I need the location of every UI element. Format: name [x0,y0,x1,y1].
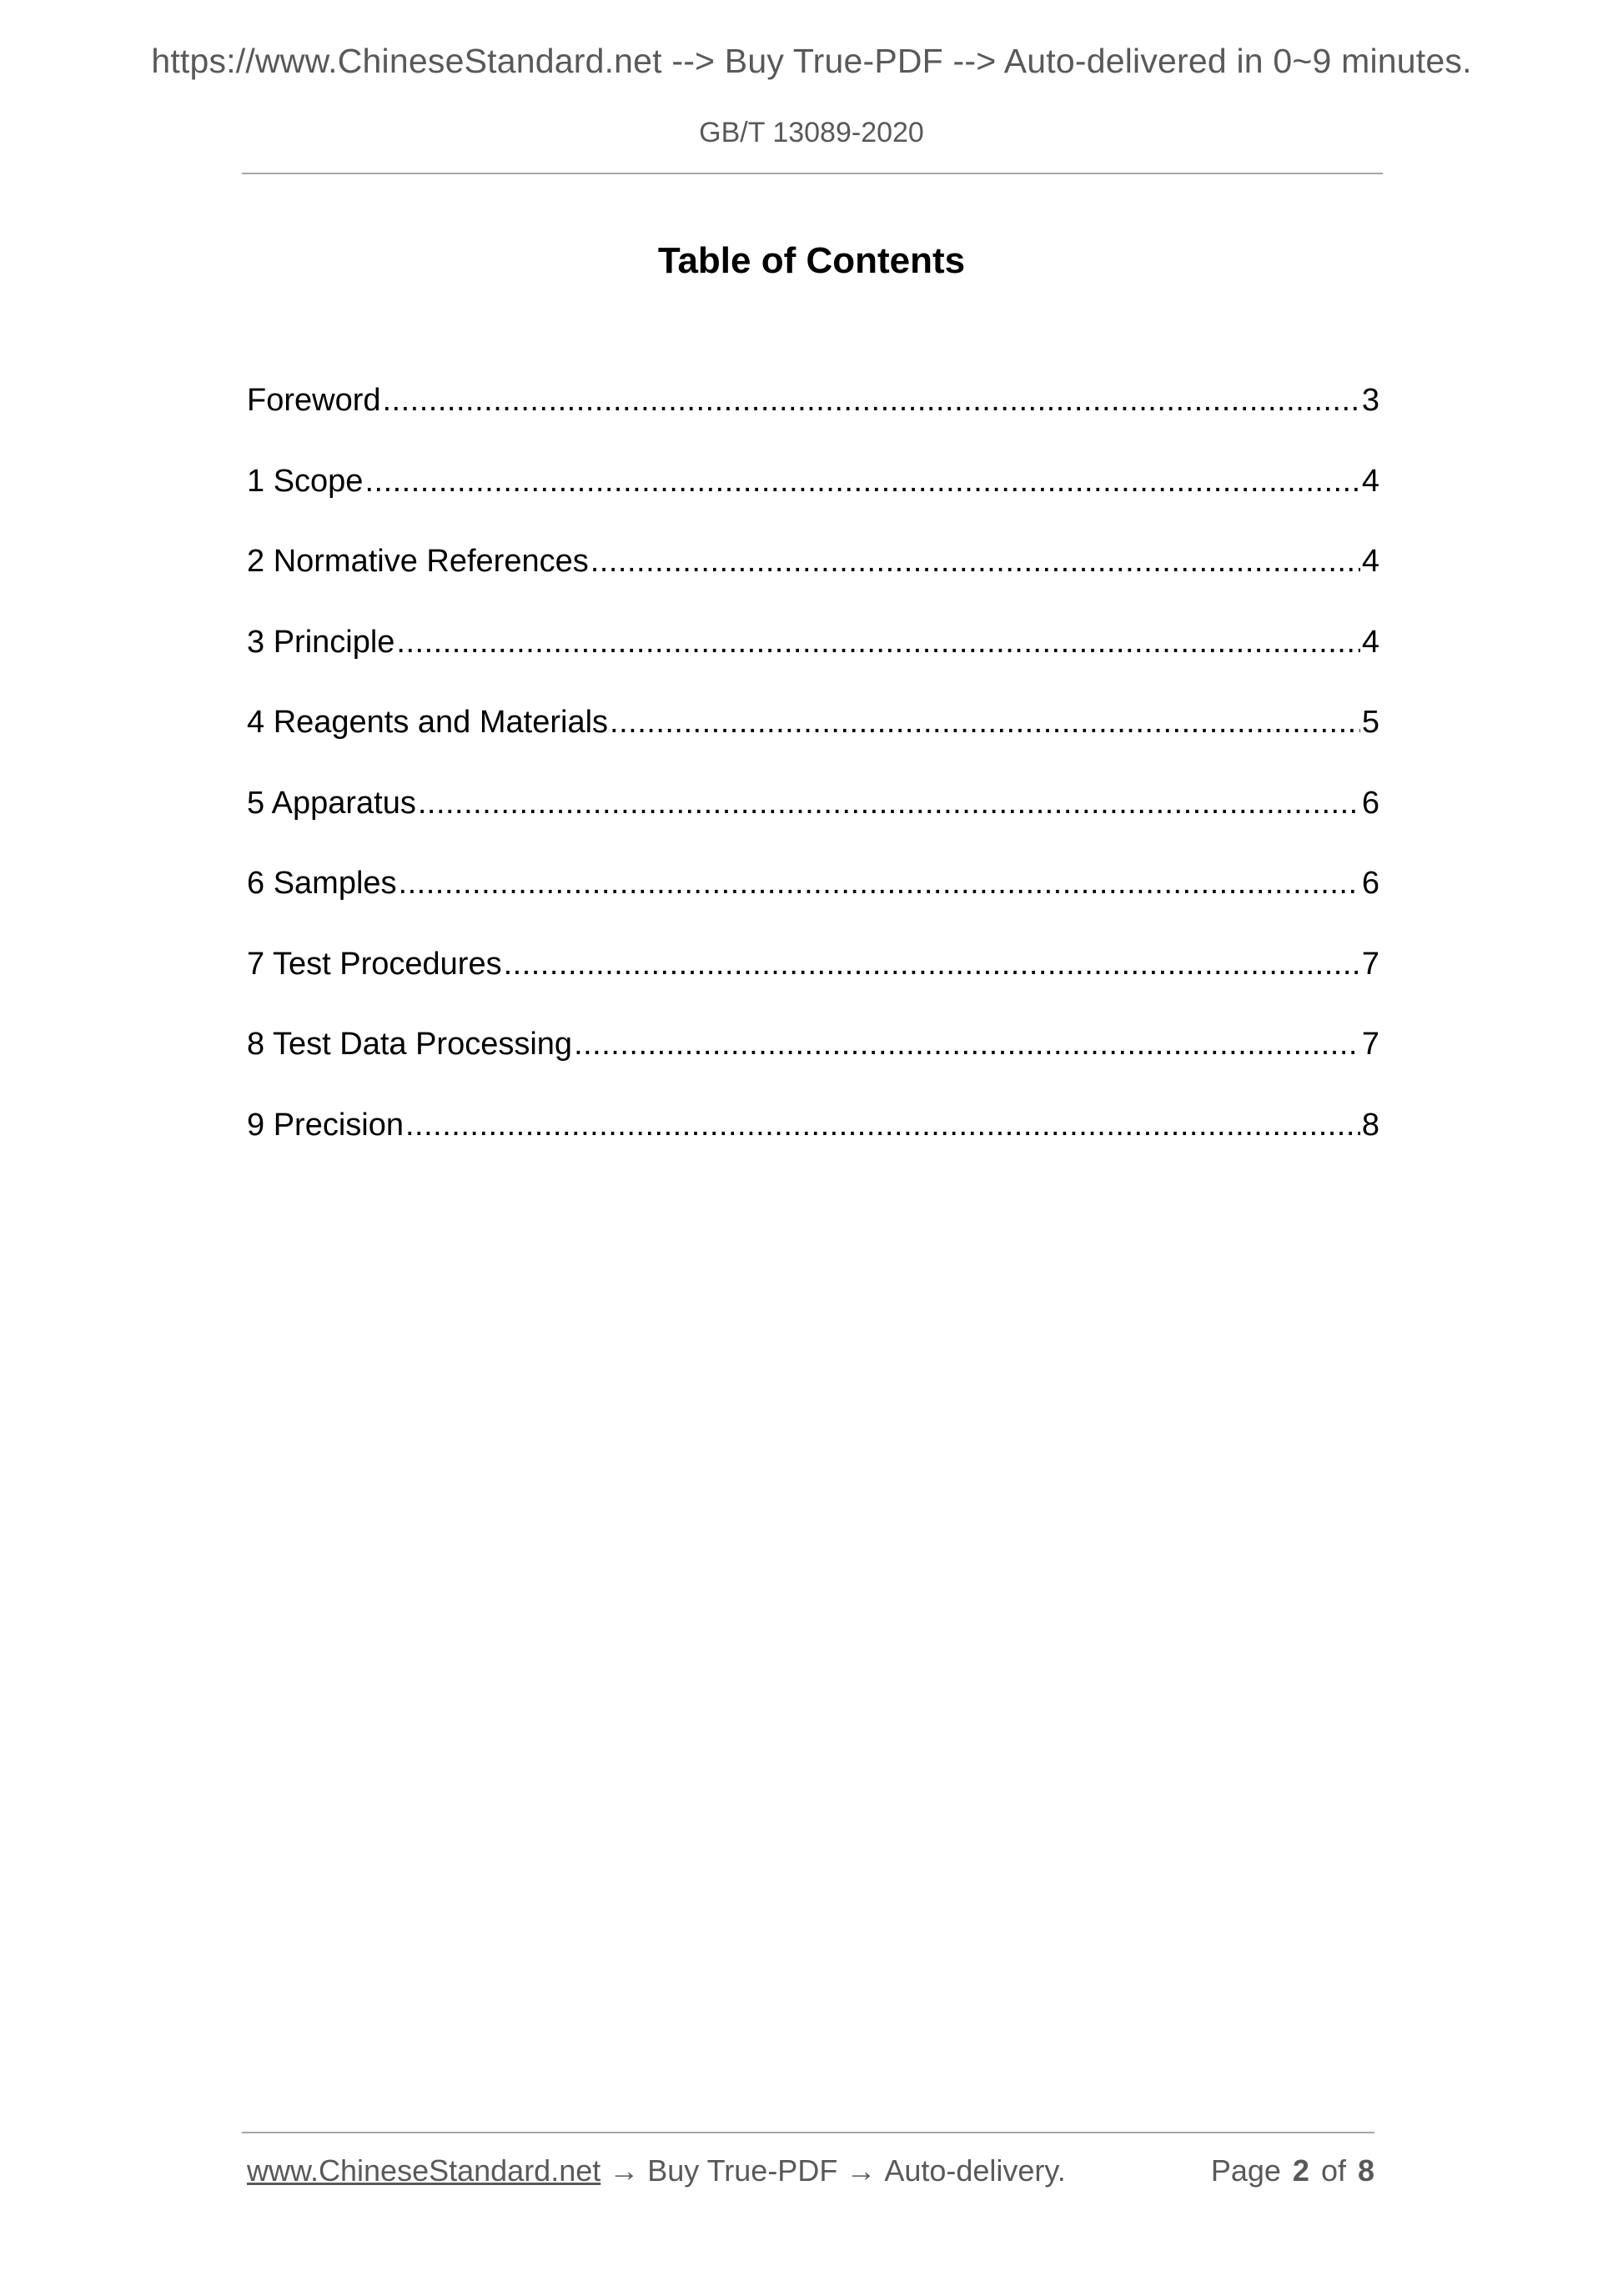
toc-dot-leader [590,536,1360,586]
toc-entry-label: 7 Test Procedures [247,946,502,982]
toc-entry-label: 3 Principle [247,624,395,660]
toc-dot-leader [574,1019,1360,1069]
toc-entry-page: 5 [1361,705,1379,740]
toc-entry-precision[interactable] [247,1100,1379,1181]
toc-entry-page: 4 [1361,463,1379,499]
toc-entry-label: 5 Apparatus [247,785,416,821]
toc-entry-label: Foreword [247,383,381,418]
toc-entry-page: 6 [1361,785,1379,821]
current-page-number: 2 [1292,2153,1309,2188]
toc-entry-scope[interactable] [247,456,1379,537]
toc-entry-page: 4 [1361,544,1379,579]
of-word: of [1320,2153,1346,2188]
toc-dot-leader [610,697,1360,747]
toc-entry-normative-references[interactable] [247,536,1379,617]
page-footer [247,2153,1374,2195]
footer-divider [242,2132,1374,2133]
toc-dot-leader [418,778,1360,828]
toc-dot-leader [405,1100,1360,1150]
toc-dot-leader [396,617,1359,667]
toc-entry-page: 7 [1361,1027,1379,1062]
toc-entry-label: 6 Samples [247,866,397,901]
toc-entry-apparatus[interactable] [247,778,1379,859]
page-word: Page [1210,2153,1281,2188]
header-divider [242,173,1383,174]
total-pages-number: 8 [1357,2153,1374,2188]
toc-dot-leader [399,858,1360,908]
toc-entry-label: 1 Scope [247,463,364,499]
toc-entry-label: 9 Precision [247,1107,404,1143]
toc-entry-test-data-processing[interactable] [247,1019,1379,1100]
buy-text: Buy True-PDF [647,2153,838,2188]
toc-list [247,375,1379,1180]
toc-entry-foreword[interactable] [247,375,1379,456]
right-arrow-icon: → [609,2153,640,2188]
right-arrow-icon: → [846,2153,877,2188]
toc-dot-leader [383,375,1360,425]
document-code: GB/T 13089-2020 [699,117,924,148]
footer-promo [247,2153,1066,2188]
toc-dot-leader [364,456,1359,506]
toc-entry-page: 7 [1361,946,1379,982]
toc-entry-label: 2 Normative References [247,544,589,579]
toc-entry-page: 6 [1361,866,1379,901]
toc-entry-page: 4 [1361,624,1379,660]
toc-entry-principle[interactable] [247,617,1379,698]
site-link[interactable]: www.ChineseStandard.net [247,2153,601,2188]
top-banner: https://www.ChineseStandard.net --> Buy True-PDF --> Auto-delivered in 0~9 minutes. [151,42,1472,80]
toc-entry-test-procedures[interactable] [247,939,1379,1020]
toc-entry-samples[interactable] [247,858,1379,939]
toc-dot-leader [504,939,1360,989]
toc-title: Table of Contents [657,240,966,281]
toc-entry-label: 8 Test Data Processing [247,1027,573,1062]
toc-entry-reagents-and-materials[interactable] [247,697,1379,778]
delivery-text: Auto-delivery. [884,2153,1066,2188]
toc-entry-page: 8 [1361,1107,1379,1143]
toc-entry-label: 4 Reagents and Materials [247,705,609,740]
page-indicator [1211,2153,1374,2188]
toc-entry-page: 3 [1361,383,1379,418]
